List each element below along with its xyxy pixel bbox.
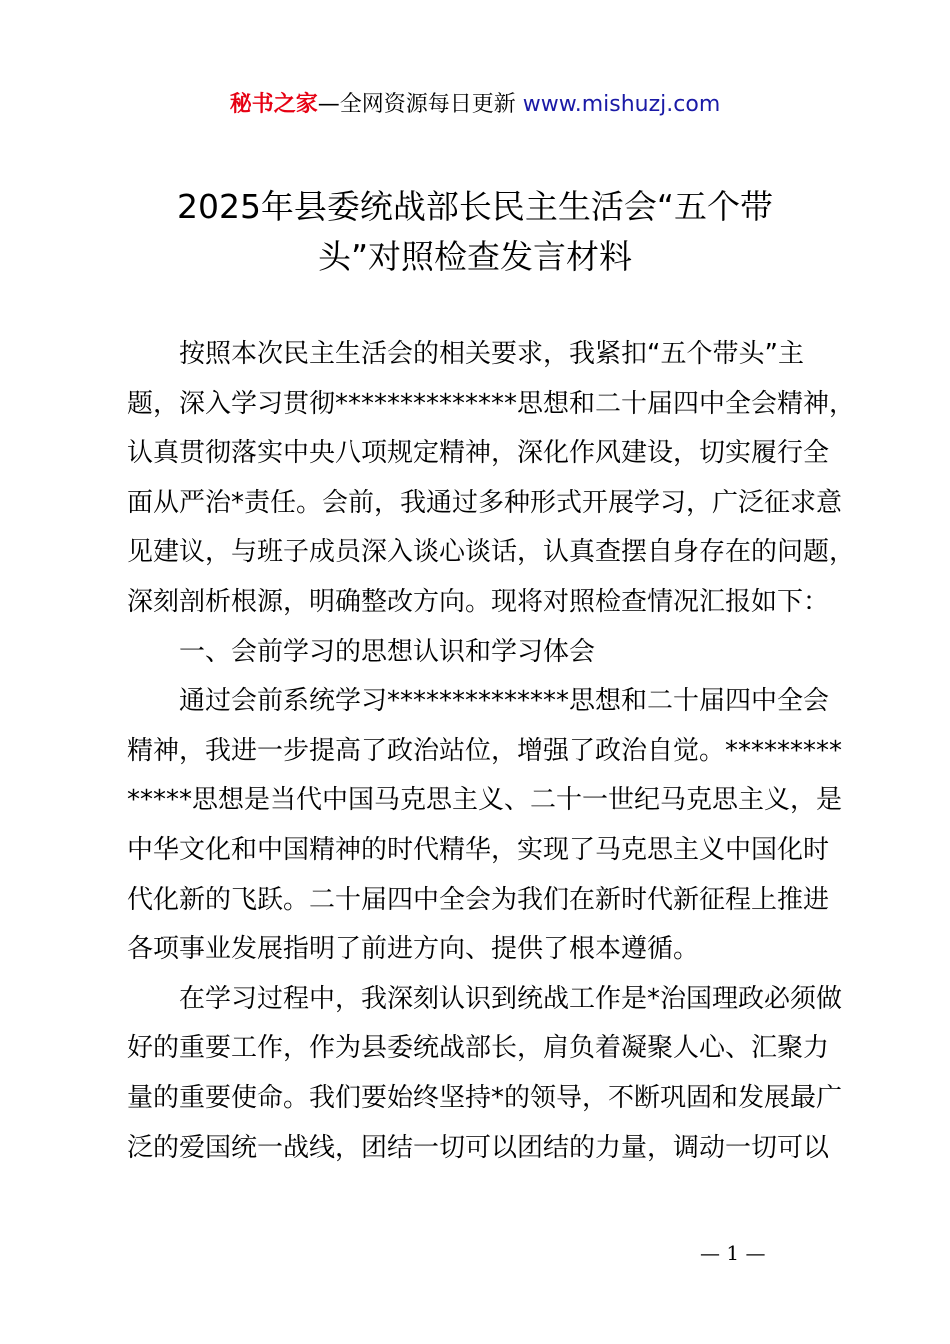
paragraph-line: 深刻剖析根源，明确整改方向。现将对照检查情况汇报如下：	[127, 586, 830, 617]
site-slogan: —全网资源每日更新	[317, 92, 516, 117]
paragraph-line: 按照本次民主生活会的相关要求，我紧扣“五个带头”主	[179, 339, 804, 369]
paragraph-line: 代化新的飞跃。二十届四中全会为我们在新时代新征程上推进	[127, 884, 830, 915]
site-header	[0, 88, 950, 122]
page-number: — 1 —	[700, 1241, 766, 1265]
site-url-link[interactable]: www.mishuzj.com	[522, 92, 721, 117]
title-line-2: 头”对照检查发言材料	[317, 237, 633, 276]
paragraph-line: 量的重要使命。我们要始终坚持*的领导，不断巩固和发展最广	[127, 1082, 843, 1113]
paragraph-line: 见建议，与班子成员深入谈心谈话，认真查摆自身存在的问题，	[127, 537, 856, 568]
paragraph-line: 通过会前系统学习**************思想和二十届四中全会	[179, 686, 830, 717]
document-title	[100, 182, 850, 282]
paragraph-line: 各项事业发展指明了前进方向、提供了根本遵循。	[127, 934, 700, 965]
paragraph-line: 认真贯彻落实中央八项规定精神，深化作风建设，切实履行全	[127, 438, 830, 469]
paragraph-line: 泛的爱国统一战线，团结一切可以团结的力量，调动一切可以	[127, 1132, 830, 1163]
paragraph-line: *****思想是当代中国马克思主义、二十一世纪马克思主义，是	[127, 785, 843, 816]
paragraph-line: 精神，我进一步提高了政治站位，增强了政治自觉。*********	[127, 735, 843, 766]
paragraph-line: 中华文化和中国精神的时代精华，实现了马克思主义中国化时	[127, 834, 830, 865]
section-heading: 一、会前学习的思想认识和学习体会	[179, 636, 596, 667]
paragraph-line: 在学习过程中，我深刻认识到统战工作是*治国理政必须做	[179, 983, 843, 1014]
paragraph-line: 面从严治*责任。会前，我通过多种形式开展学习，广泛征求意	[127, 487, 843, 518]
title-line-1: 2025年县委统战部长民主生活会“五个带	[176, 187, 774, 226]
paragraph-line: 好的重要工作，作为县委统战部长，肩负着凝聚人心、汇聚力	[127, 1033, 830, 1064]
document-body	[127, 330, 857, 1173]
paragraph-line: 题，深入学习贯彻**************思想和二十届四中全会精神，	[127, 388, 856, 419]
site-brand: 秘书之家	[229, 92, 318, 117]
